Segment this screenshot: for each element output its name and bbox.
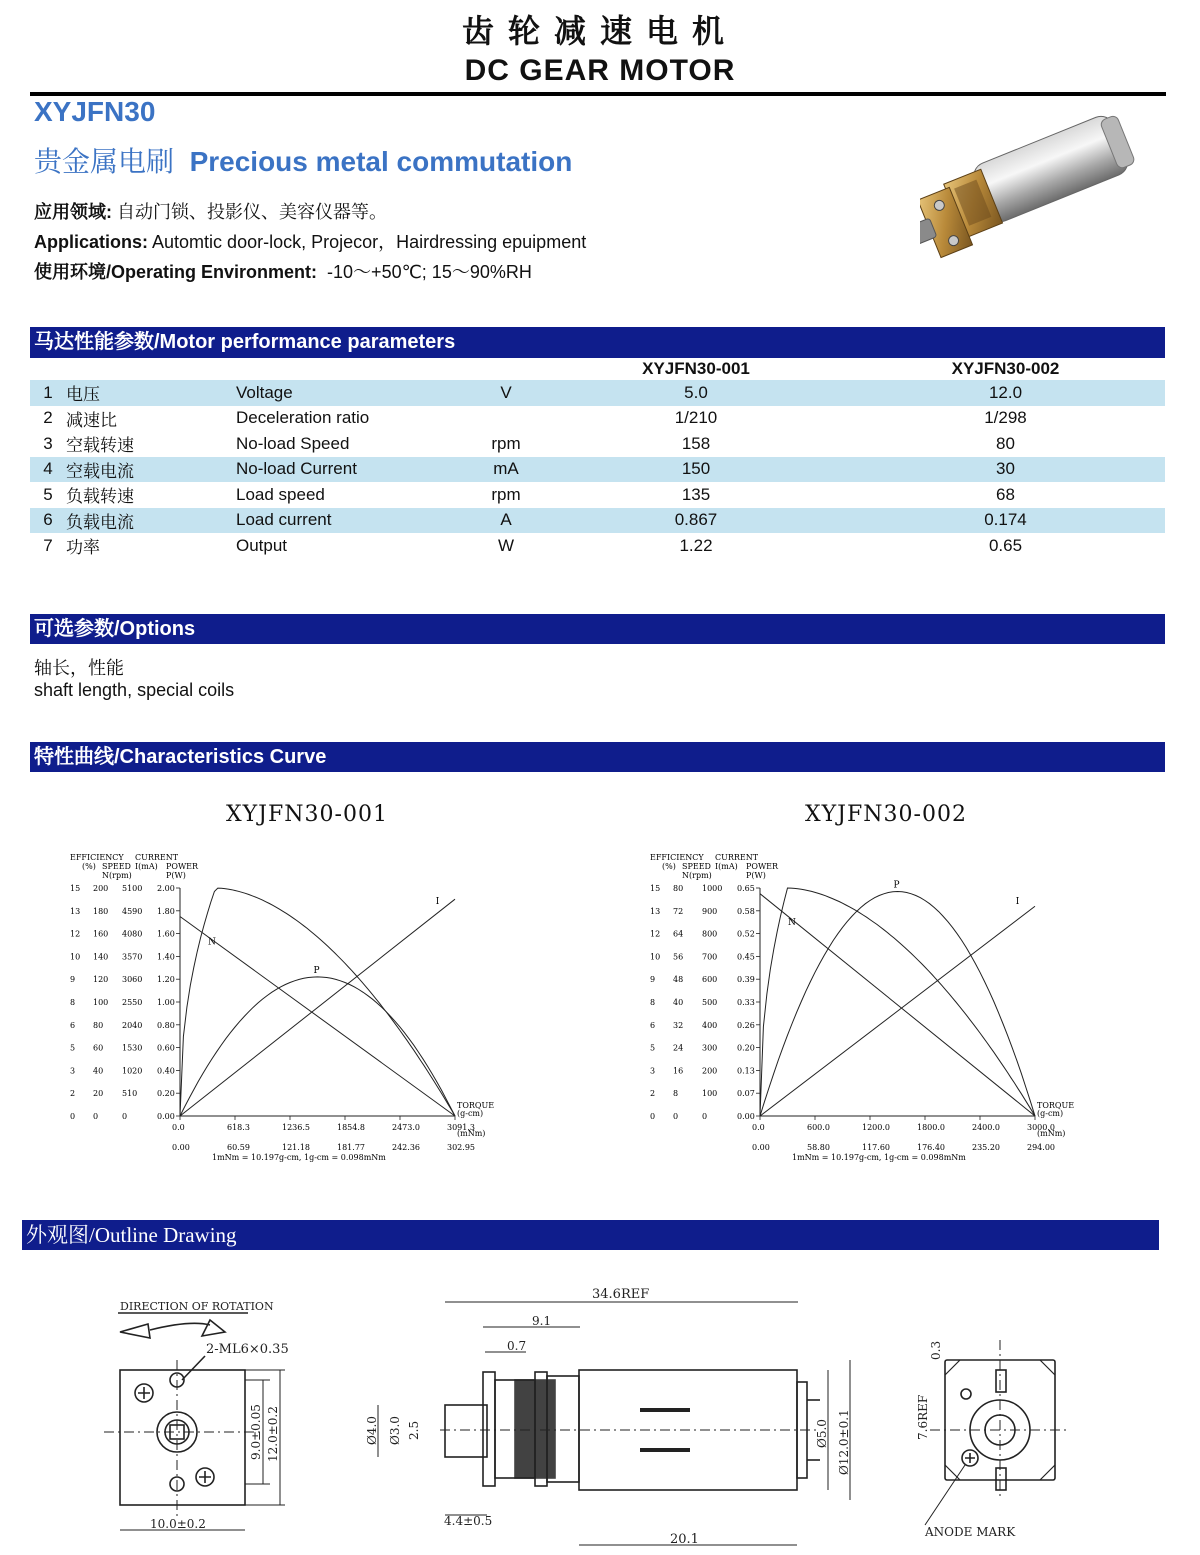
y-tick-speed: 24 <box>673 1043 684 1053</box>
y-tick-speed: 0 <box>93 1112 99 1121</box>
table-row: 1 电压 Voltage V 5.0 12.0 <box>30 380 1165 406</box>
y-tick-power: 0.80 <box>157 1020 175 1030</box>
anode-mark-label: ANODE MARK <box>925 1525 1016 1539</box>
y-tick-power: 1.20 <box>157 975 175 985</box>
chart-title-001: XYJFN30-001 <box>226 802 388 827</box>
x-tick-mnm: 0.00 <box>172 1143 190 1152</box>
curve-label-N: N <box>788 917 796 928</box>
y-tick-efficiency: 10 <box>650 952 661 962</box>
speed-line <box>760 894 1035 1116</box>
y-tick-power: 2.00 <box>157 884 175 893</box>
y-tick-current: 500 <box>702 998 718 1007</box>
x-tick-gcm: 1800.0 <box>917 1123 945 1132</box>
x-tick-mnm: 181.77 <box>337 1143 365 1152</box>
section-outline-header: 外观图/Outline Drawing <box>22 1220 1159 1250</box>
y-tick-current: 2040 <box>122 1020 143 1030</box>
dim-2.5: 2.5 <box>407 1420 421 1440</box>
model-header-001: XYJFN30-001 <box>642 359 750 378</box>
y-tick-power: 1.80 <box>157 906 175 916</box>
options-en: shaft length, special coils <box>34 680 235 700</box>
y-tick-efficiency: 13 <box>70 906 81 916</box>
x-tick-gcm: 3091.3 <box>447 1123 475 1132</box>
axis-header-speed: SPEED <box>682 862 711 871</box>
axis-header-speed-unit: N(rpm) <box>682 871 712 880</box>
page-title-en: DC GEAR MOTOR <box>464 54 736 87</box>
dim-0.3: 0.3 <box>929 1340 943 1360</box>
y-tick-efficiency: 3 <box>650 1066 656 1076</box>
x-tick-mnm: 235.20 <box>972 1143 1000 1152</box>
x-tick-gcm: 618.3 <box>227 1123 250 1132</box>
x-axis-label: TORQUE <box>1037 1101 1075 1110</box>
y-tick-current: 300 <box>702 1043 718 1053</box>
y-tick-power: 0.20 <box>157 1089 175 1099</box>
y-tick-efficiency: 12 <box>650 929 661 939</box>
y-tick-speed: 200 <box>93 884 109 893</box>
table-row: 2 减速比 Deceleration ratio 1/210 1/298 <box>43 408 1027 431</box>
y-tick-speed: 140 <box>93 952 109 962</box>
dim-4.4: 4.4±0.5 <box>444 1514 493 1528</box>
power-curve <box>180 977 455 1116</box>
y-tick-current: 0 <box>122 1112 128 1121</box>
axis-header-current: CURRENT <box>715 853 759 862</box>
table-header-row <box>30 358 1165 380</box>
y-tick-power: 0.40 <box>157 1066 175 1076</box>
y-tick-power: 1.60 <box>157 929 175 939</box>
curve-label-I: I <box>1015 896 1020 907</box>
y-tick-efficiency: 0 <box>650 1112 656 1121</box>
y-tick-speed: 32 <box>673 1020 684 1030</box>
y-tick-current: 5100 <box>122 884 143 893</box>
y-tick-power: 0.00 <box>737 1112 755 1121</box>
x-tick-gcm: 1854.8 <box>337 1123 365 1132</box>
x-tick-mnm: 58.80 <box>807 1143 830 1152</box>
y-tick-current: 4080 <box>122 929 143 939</box>
y-tick-efficiency: 2 <box>650 1089 656 1099</box>
y-tick-efficiency: 5 <box>70 1043 76 1053</box>
x-tick-mnm: 117.60 <box>862 1143 890 1152</box>
y-tick-speed: 40 <box>673 998 684 1007</box>
dim-10.0: 10.0±0.2 <box>150 1517 206 1531</box>
chart-002 <box>640 848 1100 1178</box>
y-tick-efficiency: 3 <box>70 1066 76 1076</box>
dim-9.1: 9.1 <box>532 1314 552 1328</box>
x-axis-unit-gcm: (g-cm) <box>457 1109 484 1118</box>
y-tick-speed: 180 <box>93 906 109 916</box>
y-tick-efficiency: 15 <box>650 884 661 893</box>
screw-label: 2-ML6×0.35 <box>206 1342 289 1357</box>
x-tick-gcm: 2400.0 <box>972 1123 1000 1132</box>
axis-header-power: POWER <box>746 862 779 871</box>
y-tick-power: 0.20 <box>737 1043 755 1053</box>
applications-cn: 应用领域: 自动门锁、投影仪、美容仪器等。 <box>34 202 388 222</box>
x-tick-mnm: 302.95 <box>447 1143 475 1152</box>
x-tick-gcm: 3000.0 <box>1027 1123 1055 1132</box>
unit-conversion-note: 1mNm = 10.197g-cm, 1g-cm = 0.098mNm <box>792 1153 966 1162</box>
options-cn: 轴长，性能 <box>34 658 124 679</box>
chart-001 <box>60 848 520 1168</box>
performance-table <box>30 358 1165 559</box>
y-tick-power: 0.65 <box>737 884 755 893</box>
dim-d12.0: Ø12.0±0.1 <box>837 1409 851 1475</box>
dim-d5.0: Ø5.0 <box>815 1419 829 1448</box>
x-tick-mnm: 0.00 <box>752 1143 770 1152</box>
x-tick-mnm: 242.36 <box>392 1143 420 1152</box>
dim-0.7: 0.7 <box>507 1339 527 1353</box>
y-tick-efficiency: 8 <box>70 998 76 1007</box>
table-row: 4 空载电流 No-load Current mA 150 30 <box>30 457 1165 483</box>
subtitle <box>34 140 572 180</box>
x-axis-label: TORQUE <box>457 1101 495 1110</box>
x-tick-mnm: 121.18 <box>282 1143 310 1152</box>
model-header-002: XYJFN30-002 <box>951 359 1060 378</box>
y-tick-current: 510 <box>122 1089 138 1099</box>
axis-header-current-unit: I(mA) <box>715 862 738 871</box>
axis-header-speed: SPEED <box>102 862 131 871</box>
section-curve-header: 特性曲线/Characteristics Curve <box>30 742 1165 772</box>
chart-title-002: XYJFN30-002 <box>805 802 967 827</box>
y-tick-current: 900 <box>702 906 718 916</box>
x-axis-unit-mnm: (mNm) <box>457 1129 486 1138</box>
y-tick-efficiency: 6 <box>650 1020 656 1030</box>
applications-en: Applications: Automtic door-lock, Projecor，Hairdressing epuipment <box>34 232 587 252</box>
x-tick-mnm: 294.00 <box>1027 1143 1055 1152</box>
dim-d4.0: Ø4.0 <box>365 1416 379 1445</box>
dim-20.1: 20.1 <box>670 1532 699 1547</box>
y-tick-power: 0.60 <box>157 1043 175 1053</box>
motor-product-image <box>920 108 1170 303</box>
subtitle-en: Precious metal commutation <box>189 146 573 177</box>
table-row: 7 功率 Output W 1.22 0.65 <box>43 535 1023 559</box>
dim-34.6: 34.6REF <box>592 1287 650 1302</box>
curve-label-I: I <box>435 896 440 907</box>
y-tick-speed: 80 <box>673 884 684 893</box>
y-tick-speed: 8 <box>673 1089 679 1099</box>
operating-environment: 使用环境/Operating Environment: -10～+50℃; 15～90%RH <box>34 262 532 282</box>
y-tick-speed: 60 <box>93 1043 104 1053</box>
speed-line <box>180 917 455 1117</box>
section-options-header: 可选参数/Options <box>30 614 1165 644</box>
y-tick-speed: 16 <box>673 1066 684 1076</box>
y-tick-speed: 64 <box>673 929 684 939</box>
x-tick-mnm: 60.59 <box>227 1143 250 1152</box>
y-tick-current: 0 <box>702 1112 708 1121</box>
y-tick-speed: 160 <box>93 929 109 939</box>
x-tick-gcm: 0.0 <box>172 1123 185 1132</box>
y-tick-current: 800 <box>702 929 718 939</box>
section-performance-header: 马达性能参数/Motor performance parameters <box>30 327 1165 358</box>
y-tick-efficiency: 10 <box>70 952 81 962</box>
y-tick-efficiency: 9 <box>650 975 656 985</box>
y-tick-current: 1000 <box>702 884 723 893</box>
table-row: 5 负载转速 Load speed rpm 135 68 <box>43 484 1015 508</box>
x-tick-gcm: 0.0 <box>752 1123 765 1132</box>
y-tick-speed: 80 <box>93 1020 104 1030</box>
y-tick-power: 0.13 <box>737 1066 755 1076</box>
direction-of-rotation-label: DIRECTION OF ROTATION <box>120 1300 274 1313</box>
curve-label-N: N <box>208 937 216 948</box>
y-tick-speed: 100 <box>93 998 109 1007</box>
curve-label-P: P <box>313 965 320 976</box>
dim-9.0: 9.0±0.05 <box>249 1404 263 1460</box>
y-tick-current: 400 <box>702 1020 718 1030</box>
y-tick-power: 0.58 <box>737 906 755 916</box>
subtitle-cn: 贵金属电刷 <box>34 145 175 178</box>
y-tick-power: 1.40 <box>157 952 175 962</box>
dim-12.0: 12.0±0.2 <box>266 1406 280 1462</box>
page-title-cn: 齿轮减速电机 <box>461 12 738 50</box>
outline-drawing <box>20 1280 1180 1550</box>
unit-conversion-note: 1mNm = 10.197g-cm, 1g-cm = 0.098mNm <box>212 1153 386 1162</box>
axis-header-efficiency: EFFICIENCY <box>70 853 124 862</box>
title-divider <box>30 92 1166 96</box>
axis-header-power-unit: P(W) <box>166 871 186 880</box>
curve-label-P: P <box>893 880 900 891</box>
y-tick-current: 3060 <box>122 975 143 985</box>
y-tick-speed: 120 <box>93 975 109 985</box>
axis-header-current: CURRENT <box>135 853 179 862</box>
y-tick-current: 3570 <box>122 952 143 962</box>
current-line <box>180 896 455 1116</box>
y-tick-current: 600 <box>702 975 718 985</box>
y-tick-power: 0.00 <box>157 1112 175 1121</box>
y-tick-speed: 48 <box>673 975 684 985</box>
y-tick-speed: 20 <box>93 1089 104 1099</box>
x-axis-unit-mnm: (mNm) <box>1037 1129 1066 1138</box>
axis-header-speed-unit: N(rpm) <box>102 871 132 880</box>
axis-header-power-unit: P(W) <box>746 871 766 880</box>
y-tick-current: 2550 <box>122 998 143 1007</box>
x-tick-gcm: 1236.5 <box>282 1123 310 1132</box>
y-tick-efficiency: 9 <box>70 975 76 985</box>
y-tick-efficiency: 15 <box>70 884 81 893</box>
y-tick-power: 0.07 <box>737 1089 755 1099</box>
axis-header-efficiency-unit: (%) <box>662 862 676 871</box>
y-tick-efficiency: 12 <box>70 929 81 939</box>
table-row: 6 负载电流 Load current A 0.867 0.174 <box>30 508 1165 534</box>
axis-header-efficiency-unit: (%) <box>82 862 96 871</box>
y-tick-power: 0.39 <box>737 975 755 985</box>
dim-d3.0: Ø3.0 <box>388 1416 402 1445</box>
current-line <box>760 906 1035 1116</box>
y-tick-power: 0.52 <box>737 929 755 939</box>
y-tick-current: 200 <box>702 1066 718 1076</box>
table-row: 3 空载转速 No-load Speed rpm 158 80 <box>43 433 1015 457</box>
y-tick-efficiency: 5 <box>650 1043 656 1053</box>
axis-header-power: POWER <box>166 862 199 871</box>
y-tick-current: 1020 <box>122 1066 143 1076</box>
x-axis-unit-gcm: (g-cm) <box>1037 1109 1064 1118</box>
y-tick-power: 1.00 <box>157 998 175 1007</box>
axis-header-current-unit: I(mA) <box>135 862 158 871</box>
dim-7.6: 7.6REF <box>916 1394 930 1440</box>
x-tick-gcm: 2473.0 <box>392 1123 420 1132</box>
y-tick-speed: 72 <box>673 906 684 916</box>
x-tick-gcm: 600.0 <box>807 1123 830 1132</box>
y-tick-speed: 56 <box>673 952 684 962</box>
y-tick-current: 4590 <box>122 906 143 916</box>
y-tick-speed: 40 <box>93 1066 104 1076</box>
efficiency-curve <box>180 888 455 1116</box>
y-tick-speed: 0 <box>673 1112 679 1121</box>
y-tick-efficiency: 13 <box>650 906 661 916</box>
y-tick-current: 1530 <box>122 1043 143 1053</box>
y-tick-current: 100 <box>702 1089 718 1099</box>
y-tick-efficiency: 2 <box>70 1089 76 1099</box>
y-tick-efficiency: 0 <box>70 1112 76 1121</box>
y-tick-power: 0.33 <box>737 998 755 1007</box>
x-tick-gcm: 1200.0 <box>862 1123 890 1132</box>
y-tick-power: 0.45 <box>737 952 755 962</box>
axis-header-efficiency: EFFICIENCY <box>650 853 704 862</box>
y-tick-efficiency: 8 <box>650 998 656 1007</box>
y-tick-power: 0.26 <box>737 1020 755 1030</box>
model-name: XYJFN30 <box>34 96 156 127</box>
x-tick-mnm: 176.40 <box>917 1143 945 1152</box>
y-tick-efficiency: 6 <box>70 1020 76 1030</box>
y-tick-current: 700 <box>702 952 718 962</box>
